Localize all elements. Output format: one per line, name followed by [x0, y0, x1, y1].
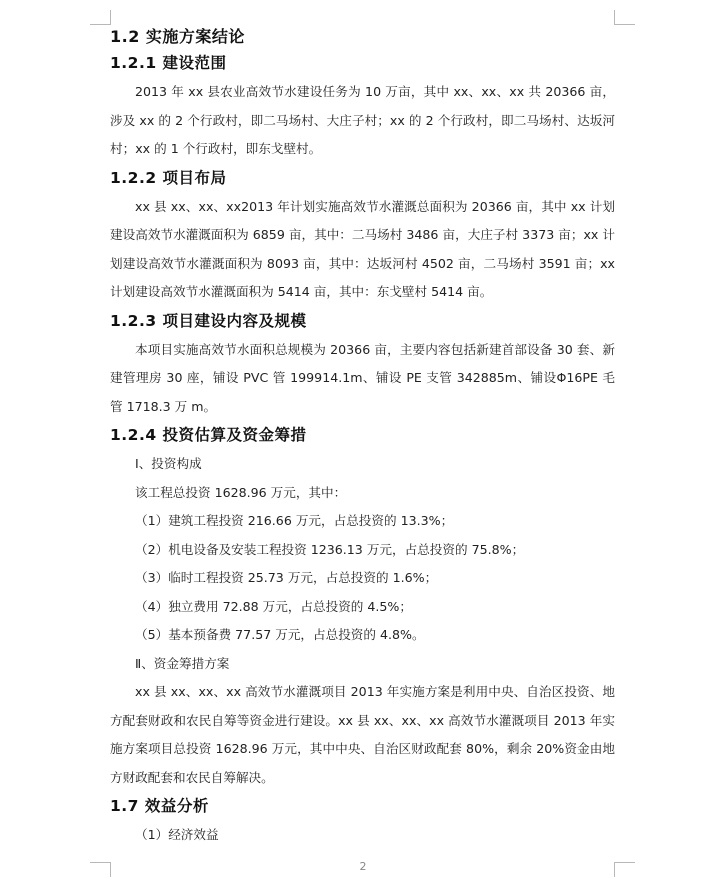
paragraph-construction-content: 本项目实施高效节水面积总规模为 20366 亩，主要内容包括新建首部设备 30 套、新建管理房 30 座，铺设 PVC 管 199914.1m、铺设 PE 支管 342885m、铺设Φ16PE 毛管 1718.3 万 m。	[110, 341, 615, 414]
document-body	[110, 22, 615, 850]
investment-item: （3）临时工程投资 25.73 万元，占总投资的 1.6%；	[135, 570, 438, 585]
margin-mark-top-right	[614, 10, 635, 25]
section-heading-1-2-3: 1.2.3 项目建设内容及规模	[110, 311, 307, 330]
subheading-funding-plan: Ⅱ、资金筹措方案	[135, 655, 230, 671]
section-heading-1-2-2: 1.2.2 项目布局	[110, 168, 227, 187]
investment-item: （5）基本预备费 77.57 万元，占总投资的 4.8%。	[135, 627, 425, 642]
paragraph-economic-benefit: （1）经济效益	[135, 827, 219, 842]
paragraph-construction-scope: 2013 年 xx 县农业高效节水建设任务为 10 万亩，其中 xx、xx、xx 共 20366 亩，涉及 xx 的 2 个行政村，即二马场村、大庄子村；xx 的 2 个行政村，即二马场村、达坂河村；xx 的 1 个行政村，即东戈壁村。	[110, 84, 615, 156]
investment-item: （4）独立费用 72.88 万元，占总投资的 4.5%；	[135, 598, 412, 614]
section-heading-1-2-4: 1.2.4 投资估算及资金筹措	[110, 426, 307, 444]
page-number: 2	[359, 860, 367, 873]
subheading-investment-composition: Ⅰ、投资构成	[135, 456, 202, 471]
section-heading-1-2: 1.2 实施方案结论	[110, 27, 245, 46]
investment-item: （2）机电设备及安装工程投资 1236.13 万元，占总投资的 75.8%；	[135, 541, 525, 557]
investment-item: （1）建筑工程投资 216.66 万元，占总投资的 13.3%；	[135, 513, 454, 528]
paragraph-funding-plan: xx 县 xx、xx、xx 高效节水灌溉项目 2013 年实施方案是利用中央、自治区投资、地方配套财政和农民自筹等资金进行建设。xx 县 xx、xx、xx 高效节水灌溉项目 2013 年实施方案项目总投资 1628.96 万元，其中中央、自治区财政配套 80%，剩余 20%资金由地方财政配套和农民自筹解决。	[110, 684, 615, 785]
paragraph-project-layout: xx 县 xx、xx、xx2013 年计划实施高效节水灌溉总面积为 20366 亩，其中 xx 计划建设高效节水灌溉面积为 6859 亩，其中：二马场村 3486 亩，大庄子村 3373 亩；xx 计划建设高效节水灌溉面积为 8093 亩，其中：达坂河村 4502 亩，二马场村 3591 亩；xx 计划建设高效节水灌溉面积为 5414 亩，其中：东戈壁村 5414 亩。	[110, 198, 615, 299]
section-heading-1-2-1: 1.2.1 建设范围	[110, 54, 227, 72]
margin-mark-top-left	[90, 10, 111, 25]
section-heading-1-7: 1.7 效益分析	[110, 797, 209, 815]
paragraph-total-investment: 该工程总投资 1628.96 万元，其中：	[135, 484, 347, 500]
